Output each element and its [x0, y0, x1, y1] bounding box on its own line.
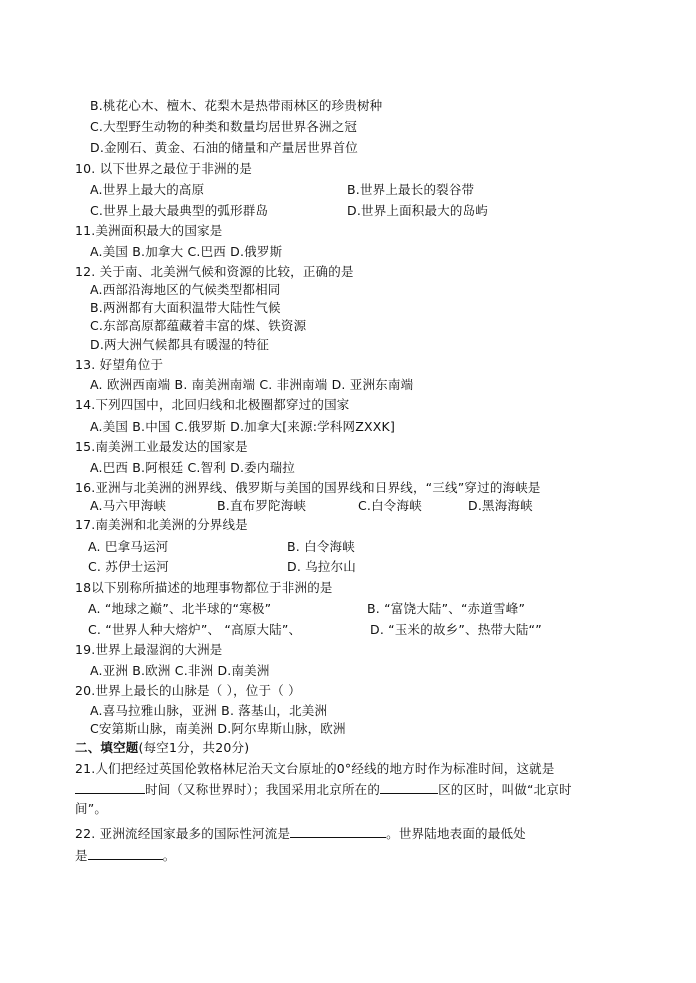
q12-option-a: A.西部沿海地区的气候类型都相同 [90, 282, 281, 297]
q21-line3: 间”。 [75, 801, 108, 816]
q10-stem: 10. 以下世界之最位于非洲的是 [75, 161, 253, 176]
q18-option-d: D. “玉米的故乡”、热带大陆“” [370, 622, 542, 637]
q14-stem: 14.下列四国中，北回归线和北极圈都穿过的国家 [75, 397, 350, 412]
q16-option-c: C.白令海峡 [358, 498, 422, 513]
q12-option-b: B.两洲都有大面积温带大陆性气候 [90, 300, 281, 315]
q22-line2-text-b: 。 [162, 848, 176, 863]
q20-stem: 20.世界上最长的山脉是（ ），位于（ ） [75, 683, 301, 698]
q20-options-cd: C安第斯山脉，南美洲 D.阿尔卑斯山脉，欧洲 [90, 721, 346, 736]
q20-options-ab: A.喜马拉雅山脉，亚洲 B. 落基山，北美洲 [90, 703, 328, 718]
q15-options: A.巴西 B.阿根廷 C.智利 D.委内瑞拉 [90, 460, 295, 475]
q22-blank-2[interactable] [88, 846, 163, 860]
q22-line2-text-a: 是 [75, 848, 88, 863]
q9-option-b: B.桃花心木、檀木、花梨木是热带雨林区的珍贵树种 [90, 98, 383, 113]
q10-option-d: D.世界上面积最大的岛屿 [347, 203, 488, 218]
q16-option-d: D.黑海海峡 [468, 498, 533, 513]
q16-option-a: A.马六甲海峡 [90, 498, 167, 513]
q17-option-a: A. 巴拿马运河 [88, 539, 169, 554]
q22-line1-text-b: 。世界陆地表面的最低处 [386, 826, 526, 841]
q16-stem: 16.亚洲与北美洲的洲界线、俄罗斯与美国的国界线和日界线，“三线”穿过的海峡是 [75, 480, 541, 495]
q21-blank-1[interactable] [75, 780, 145, 794]
section2-heading [75, 739, 249, 756]
q21-line2-text-a: 时间（又称世界时）；我国采用北京所在的 [145, 782, 381, 797]
q12-option-d: D.两大洲气候都具有暖湿的特征 [90, 337, 270, 352]
q17-stem: 17.南美洲和北美洲的分界线是 [75, 517, 248, 532]
q19-stem: 19.世界上最湿润的大洲是 [75, 642, 223, 657]
q18-option-b: B. “富饶大陆”、“赤道雪峰” [367, 601, 526, 616]
q12-stem: 12. 关于南、北美洲气候和资源的比较，正确的是 [75, 264, 354, 279]
q14-options: A.美国 B.中国 C.俄罗斯 D.加拿大[来源:学科网ZXXK] [90, 419, 396, 434]
q9-option-c: C.大型野生动物的种类和数量均居世界各洲之冠 [90, 119, 358, 134]
q22-blank-1[interactable] [290, 824, 386, 838]
q17-option-d: D. 乌拉尔山 [287, 559, 356, 574]
q13-options: A. 欧洲西南端 B. 南美洲南端 C. 非洲南端 D. 亚洲东南端 [90, 377, 414, 392]
q18-option-a: A. “地球之巅”、北半球的“寒极” [88, 601, 272, 616]
q19-options: A.亚洲 B.欧洲 C.非洲 D.南美洲 [90, 663, 270, 678]
q12-option-c: C.东部高原都蕴藏着丰富的煤、铁资源 [90, 318, 307, 333]
q22-line1 [75, 824, 526, 842]
q10-option-b: B.世界上最长的裂谷带 [347, 182, 475, 197]
q21-line1: 21.人们把经过英国伦敦格林尼治天文台原址的0°经线的地方时作为标准时间，这就是 [75, 761, 555, 776]
q10-option-c: C.世界上最大最典型的弧形群岛 [90, 203, 269, 218]
q18-stem: 18以下别称所描述的地理事物都位于非洲的是 [75, 580, 333, 595]
q22-line2 [75, 846, 175, 864]
q11-options: A.美国 B.加拿大 C.巴西 D.俄罗斯 [90, 244, 283, 259]
q10-option-a: A.世界上最大的高原 [90, 182, 205, 197]
section2-title: 二、填空题 [75, 740, 139, 755]
q16-option-b: B.直布罗陀海峡 [217, 498, 307, 513]
q18-option-c: C. “世界人种大熔炉”、 “高原大陆”、 [88, 622, 302, 637]
q21-line2-text-b: 区的区时，叫做“北京时 [438, 782, 572, 797]
section2-note: (每空1分，共20分) [138, 740, 250, 755]
q21-blank-2[interactable] [380, 780, 438, 794]
q17-option-b: B. 白令海峡 [287, 539, 355, 554]
q11-stem: 11.美洲面积最大的国家是 [75, 223, 223, 238]
q17-option-c: C. 苏伊士运河 [88, 559, 169, 574]
q15-stem: 15.南美洲工业最发达的国家是 [75, 439, 248, 454]
q13-stem: 13. 好望角位于 [75, 357, 164, 372]
q9-option-d: D.金刚石、黄金、石油的储量和产量居世界首位 [90, 140, 358, 155]
q22-line1-text-a: 22. 亚洲流经国家最多的国际性河流是 [75, 826, 291, 841]
q21-line2 [75, 780, 572, 798]
